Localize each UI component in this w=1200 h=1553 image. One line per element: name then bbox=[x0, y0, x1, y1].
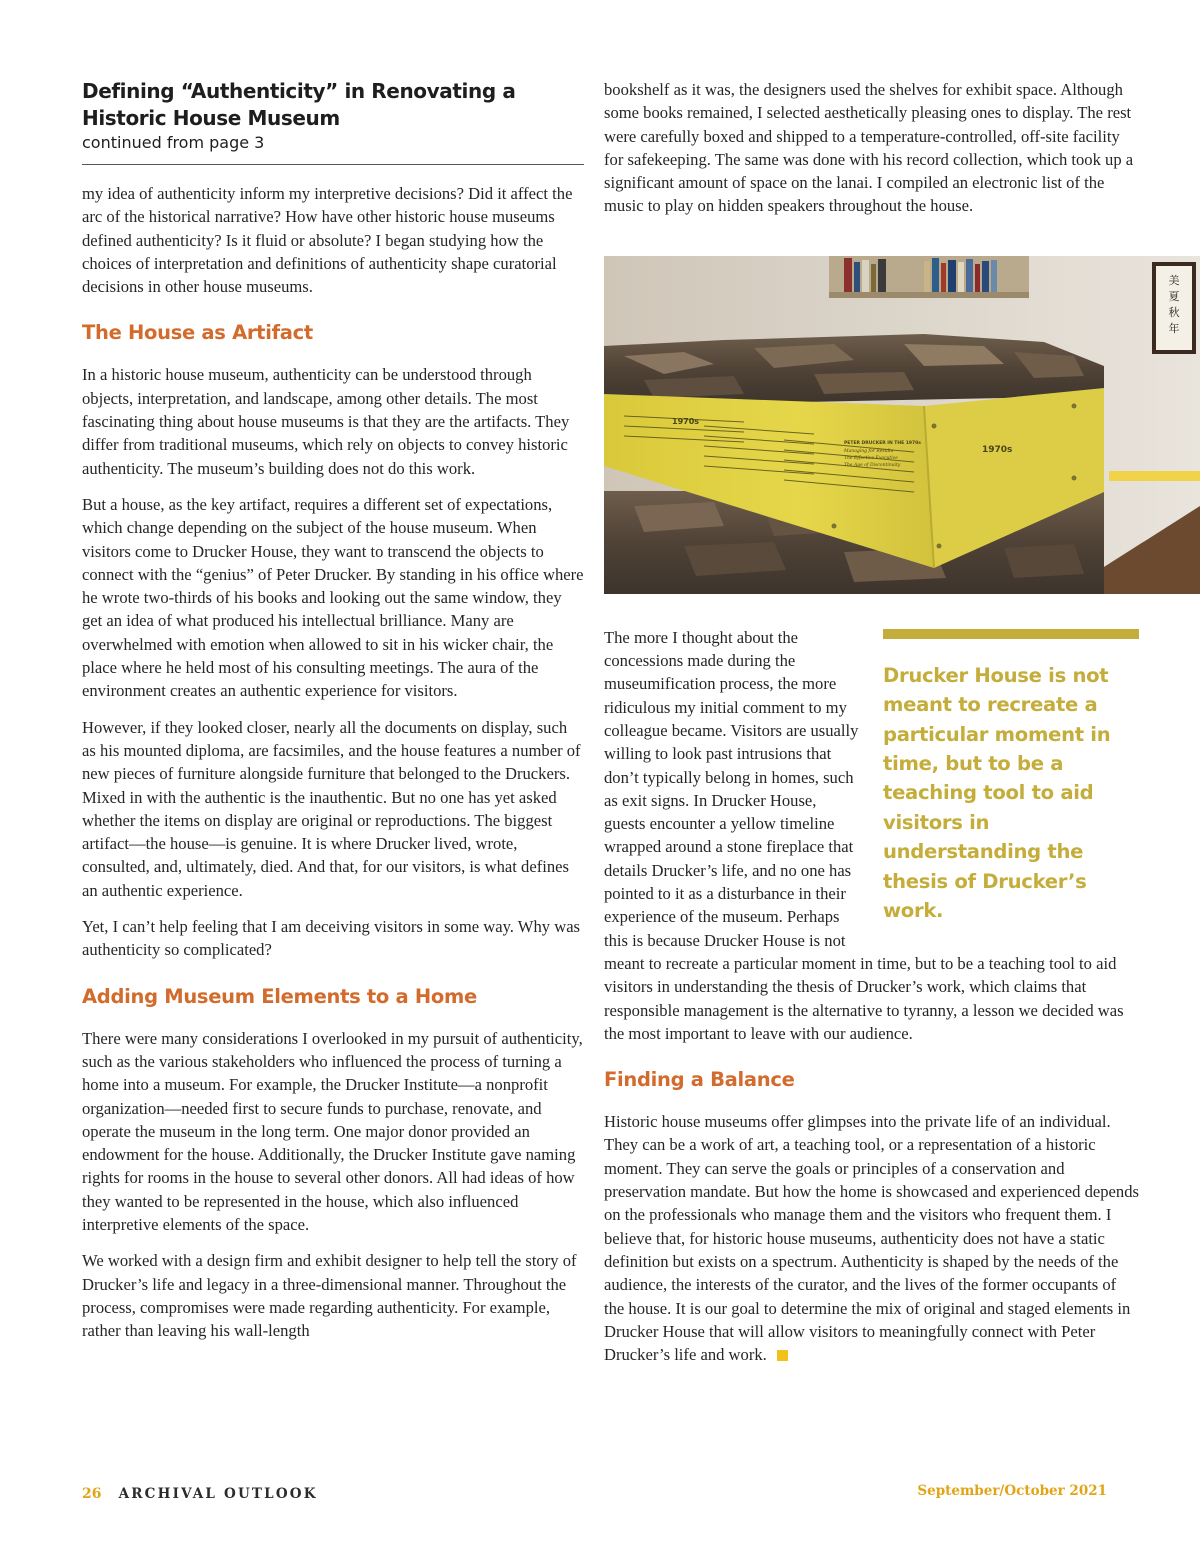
panel-title: The Effective Executive bbox=[844, 455, 898, 461]
panel-year-label: 1970s bbox=[982, 444, 1013, 455]
article-title: Defining “Authenticity” in Renovating a Historic House Museum bbox=[82, 79, 516, 130]
paragraph: Yet, I can’t help feeling that I am deceiving visitors in some way. Why was authenticity so complicated? bbox=[82, 917, 581, 960]
paragraph: my idea of authenticity inform my interpretive decisions? Did it affect the arc of the historical narrative? How have other historic house museums defined authenticity? Is it fluid or absolute? I began studying how the choices of interpretation and definitions of authenticity shape curatorial decisions in other house museums. bbox=[82, 184, 573, 297]
svg-text:秋: 秋 bbox=[1168, 305, 1180, 319]
end-of-article-mark-icon bbox=[777, 1350, 788, 1361]
paragraph-with-pullquote bbox=[604, 626, 1139, 1045]
publication-name: ARCHIVAL OUTLOOK bbox=[118, 1486, 318, 1502]
paragraph-text: The more I thought about the concessions made during the museumification process, the more ridiculous my initial comment to my colleague became. Visitors are usually willing to look past intrusions that don’t typically belong in homes, such as exit signs. In Drucker House, guests encounter a yellow timeline wrapped around a stone fireplace that details Drucker’s life, and no one has pointed to it as a disturbance in their experience of the museum. Perhaps this is because Drucker House is not meant to recreate a particular moment in time, but to be a teaching tool to aid visitors in understanding the thesis of Drucker’s work, which claims that responsible management is the alternative to tyranny, a lesson we decided was the most important to leave with our audience. bbox=[604, 627, 1124, 1043]
svg-text:美: 美 bbox=[1168, 273, 1180, 287]
page-number: 26 bbox=[82, 1486, 102, 1502]
photo-illustration bbox=[604, 256, 1200, 594]
paragraph: There were many considerations I overlooked in my pursuit of authenticity, such as the various stakeholders who influenced the process of turning a home into a museum. For example, the Drucker Institute—a nonprofit organization—needed first to secure funds to purchase, renovate, and operate the museum in the long term. One major donor provided an endowment for the house. Additionally, the Drucker Institute gave naming rights for rooms in the house to several other donors. All had ideas of how they wanted to be represented in the house, which also influenced interpretive elements of the space. bbox=[82, 1028, 583, 1234]
closing-paragraph bbox=[604, 1110, 1139, 1366]
fireplace-timeline-photo bbox=[604, 256, 1200, 594]
section-heading: Adding Museum Elements to a Home bbox=[82, 984, 477, 1008]
paragraph-text: Historic house museums offer glimpses into the private life of an individual. They can be a work of art, a teaching tool, or a representation of a historic moment. They can serve the goals or principles of a conservation and preservation mandate. But how the home is showcased and experienced depends on the professionals who manage them and the visitors who frequent them. I believe that, for historic house museums, authenticity does not have a static definition but exists on a spectrum. Authenticity is shaped by the needs of the audience, the interests of the curator, and the lives of the former occupants of the house. It is our goal to determine the mix of original and staged elements in Drucker House that will allow visitors to meaningfully connect with Peter Drucker’s life and work. bbox=[604, 1112, 1139, 1365]
panel-title: Managing for Results bbox=[844, 448, 894, 454]
section-heading: The House as Artifact bbox=[82, 321, 313, 345]
pull-quote-text: Drucker House is not meant to recreate a particular moment in time, but to be a teaching tool to aid visitors in understanding the thesis of Drucker’s work. bbox=[883, 663, 1111, 923]
continued-note: continued from page 3 bbox=[82, 133, 265, 152]
svg-text:年: 年 bbox=[1168, 321, 1180, 335]
section-heading: Finding a Balance bbox=[604, 1068, 795, 1092]
paragraph: In a historic house museum, authenticity can be understood through objects, interpretation, and landscape, among other details. The most fascinating thing about house museums is that they are the artifacts. They differ from traditional museums, which rely on objects to convey historic authenticity. The museum’s building does not do this work. bbox=[82, 365, 570, 478]
page-footer bbox=[82, 1483, 1107, 1503]
title-rule bbox=[82, 164, 584, 165]
panel-subhead: PETER DRUCKER IN THE 1970s bbox=[844, 440, 921, 446]
pull-quote bbox=[883, 629, 1139, 926]
svg-text:夏: 夏 bbox=[1168, 289, 1180, 303]
paragraph: But a house, as the key artifact, requires a different set of expectations, which change depending on the subject of the house museum. When visitors come to Drucker House, they want to transcend the objects to connect with the “genius” of Peter Drucker. By standing in his office where he wrote two-thirds of his books and looking out the same window, they get an idea of what produced his intellectual brilliance. Many are overwhelmed with emotion when allowed to sit in his wicker chair, the place where he held most of his consulting meetings. The aura of the environment creates an authentic experience for visitors. bbox=[82, 494, 584, 701]
paragraph: We worked with a design firm and exhibit designer to help tell the story of Drucker’s life and legacy in a three-dimensional manner. Throughout the process, compromises were made regarding authenticity. For example, rather than leaving his wall-length bbox=[82, 1251, 577, 1341]
paragraph: However, if they looked closer, nearly all the documents on display, such as his mounted diploma, are facsimiles, and the house features a number of new pieces of furniture alongside furniture that belonged to the Druckers. Mixed in with the authentic is the inauthentic. But no one has yet asked whether the items on display are original or reproductions. The biggest artifact—the house—is genuine. It is where Drucker lived, wrote, consulted, and, ultimately, died. And that, for our visitors, is what defines an authentic experience. bbox=[82, 717, 581, 900]
panel-title: The Age of Discontinuity bbox=[844, 462, 901, 468]
panel-year-label: 1970s bbox=[672, 416, 700, 426]
right-column bbox=[604, 78, 1180, 1379]
left-column bbox=[82, 78, 584, 1355]
paragraph: bookshelf as it was, the designers used the shelves for exhibit space. Although some books remained, I selected aesthetically pleasing ones to display. The rest were carefully boxed and shipped to a temperature-controlled, off-site facility for safekeeping. The same was done with his record collection, which took up a significant amount of space on the lanai. I compiled an electronic list of the music to play on hidden speakers throughout the house. bbox=[604, 80, 1134, 216]
issue-date: September/October 2021 bbox=[917, 1483, 1107, 1499]
calligraphy-scroll bbox=[1152, 262, 1196, 354]
